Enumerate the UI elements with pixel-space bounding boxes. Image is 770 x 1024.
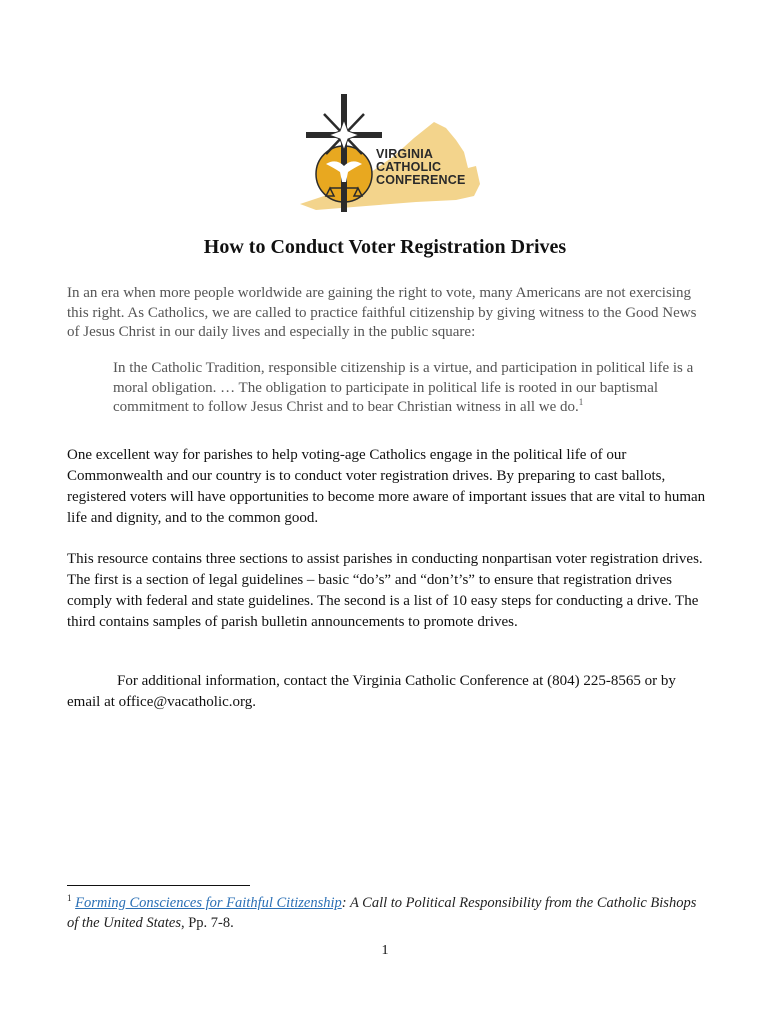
footnote-link[interactable]: Forming Consciences for Faithful Citizenship	[75, 895, 342, 911]
logo-wordmark	[376, 148, 466, 187]
page-number: 1	[381, 943, 389, 958]
footnote-mark: 1	[67, 893, 72, 904]
paragraph-contact	[67, 671, 707, 713]
virginia-catholic-conference-logo	[296, 92, 482, 216]
footnote	[67, 893, 707, 933]
footnote-reference[interactable]: 1	[578, 397, 584, 407]
footnote-divider	[67, 885, 250, 886]
footnote-citation: : A Call to Political Responsibility from the Catholic Bishops of the United States	[67, 895, 697, 931]
quote-text: In the Catholic Tradition, responsible citizenship is a virtue, and participation in political life is a moral obligation. … The obligation to participate in political life is rooted in our baptismal commitment to follow Jesus Christ and to bear Christian witness in all we do.	[113, 360, 694, 415]
logo-line-catholic: CATHOLIC	[376, 160, 442, 174]
paragraph-voter-drives: One excellent way for parishes to help voting-age Catholics engage in the political life of our Commonwealth and our country is to conduct voter registration drives. By preparing to cast ballots, registered voters will have opportunities to become more aware of important issues that are vital to human life and dignity, and to the common good.	[67, 447, 706, 526]
block-quote	[113, 359, 713, 418]
footnote-pages: , Pp. 7-8.	[180, 915, 234, 931]
logo-line-conference: CONFERENCE	[376, 173, 466, 187]
contact-text: For additional information, contact the Virginia Catholic Conference at (804) 225-8565 or by email at office@vacatholic.org.	[67, 673, 676, 710]
logo-line-virginia: VIRGINIA	[376, 147, 434, 161]
intro-paragraph: In an era when more people worldwide are gaining the right to vote, many Americans are not exercising this right. As Catholics, we are called to practice faithful citizenship by giving witness to the Good News of Jesus Christ in our daily lives and especially in the public square:	[67, 285, 697, 340]
paragraph-resource-sections: This resource contains three sections to assist parishes in conducting nonpartisan voter registration drives. The first is a section of legal guidelines – basic “do’s” and “don’t’s” to ensure that registration drives comply with federal and state guidelines. The second is a list of 10 easy steps for conducting a drive. The third contains samples of parish bulletin announcements to promote drives.	[67, 551, 703, 630]
document-title: How to Conduct Voter Registration Drives	[203, 236, 567, 258]
